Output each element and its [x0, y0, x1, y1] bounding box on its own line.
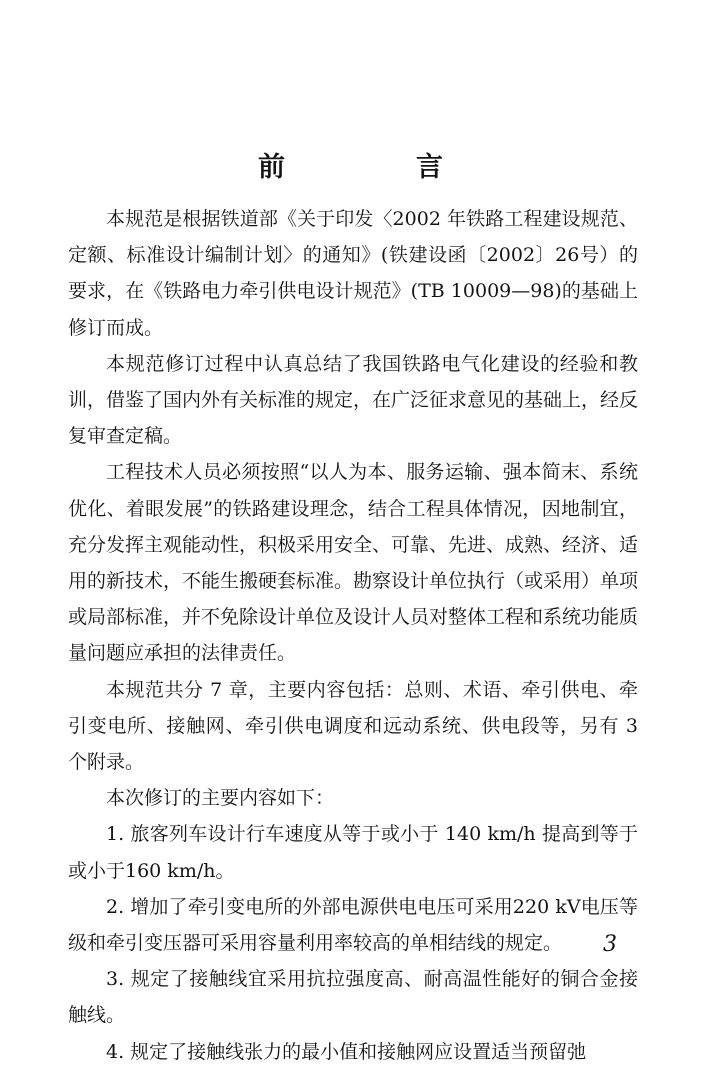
paragraph-engineering-principles: 工程技术人员必须按照“以人为本、服务运输、强本简末、系统优化、着眼发展”的铁路建设理念，结合工程具体情况，因地制宜，充分发挥主观能动性，积极采用安全、可靠、先进、成熟、经济、适用的新技术，不能生搬硬套标准。勘察设计单位执行（或采用）单项或局部标准，并不免除设计单位及设计人员对整体工程和系统功能质量问题应承担的法律责任。 — [68, 461, 639, 665]
list-item-power-supply: 2. 增加了牵引变电所的外部电源供电电压可采用220 kV电压等级和牵引变压器可采用容量利用率较高的单相结线的规定。 — [68, 895, 638, 955]
body-text — [68, 201, 638, 1070]
list-item-wire-tension: 4. 规定了接触线张力的最小值和接触网应设置适当预留弛 — [106, 1040, 587, 1063]
paragraph-revision-process: 本规范修订过程中认真总结了我国铁路电气化建设的经验和教训，借鉴了国内外有关标准的规定，在广泛征求意见的基础上，经反复审查定稿。 — [68, 352, 639, 448]
paragraph-revision-intro: 本次修订的主要内容如下： — [106, 787, 335, 810]
list-item-contact-wire: 3. 规定了接触线宜采用抗拉强度高、耐高温性能好的铜合金接触线。 — [68, 968, 638, 1027]
list-item-speed: 1. 旅客列车设计行车速度从等于或小于 140 km/h 提高到等于或小于160 km/h。 — [68, 823, 638, 882]
paragraph-chapter-summary: 本规范共分 7 章，主要内容包括：总则、术语、牵引供电、牵引变电所、接触网、牵引供电调度和远动系统、供电段等，另有 3 个附录。 — [68, 678, 638, 774]
page-title: 前 言 — [258, 152, 495, 183]
paragraph-basis: 本规范是根据铁道部《关于印发〈2002 年铁路工程建设规范、定额、标准设计编制计划〉的通知》(铁建设函〔2002〕26号）的要求，在《铁路电力牵引供电设计规范》(TB 10009—98)的基础上修订而成。 — [68, 208, 638, 339]
page-number: 3 — [603, 932, 617, 957]
